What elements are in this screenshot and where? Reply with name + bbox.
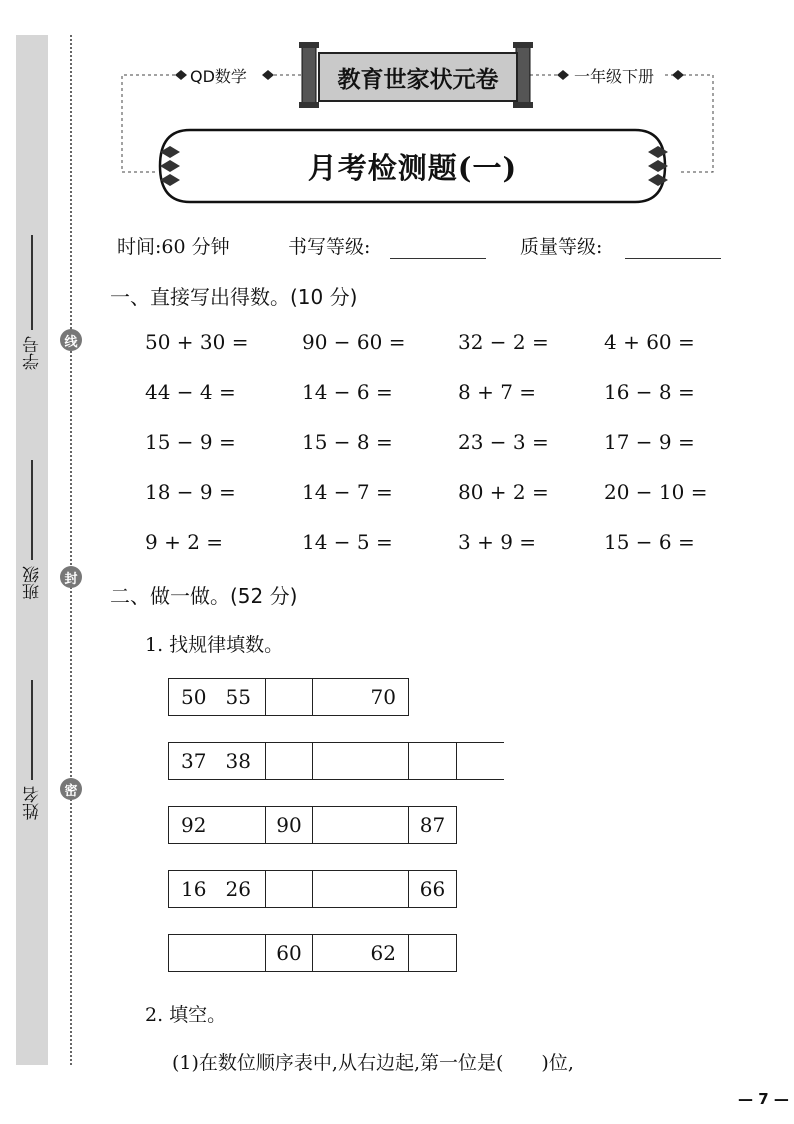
sequence-cell [168,678,266,716]
name-field [16,680,48,820]
sequence-blank-cell[interactable] [408,742,457,780]
equation: 15 − 9 = [145,430,236,454]
equation: 14 − 5 = [302,530,393,554]
cell-value: 62 [370,941,396,965]
quality-grade-label: 质量等级: [520,236,603,258]
cell-value: 92 [181,813,207,837]
subject-tag: QD数学 [190,67,247,86]
name-label: 姓名 [22,786,43,820]
equation: 50 + 30 = [145,330,249,354]
sequence-blank-cell[interactable] [265,742,313,780]
cell-value: 87 [419,813,446,837]
equation: 9 + 2 = [145,530,224,554]
cell-value: 50 55 [181,685,251,709]
sequence-blank-cell[interactable] [168,934,266,972]
cut-mark-mi: 密 [60,778,82,800]
sequence-cell [265,934,313,972]
class-label: 班级 [22,566,43,600]
sequence-cell [408,806,457,844]
equation: 15 − 6 = [604,530,695,554]
series-title: 教育世家状元卷 [318,52,518,102]
sequence-blank-cell[interactable] [312,870,409,908]
equation: 14 − 6 = [302,380,393,404]
cell-value: 37 38 [181,749,251,773]
sequence-cell [168,870,266,908]
equation: 14 − 7 = [302,480,393,504]
equation: 32 − 2 = [458,330,549,354]
sequence-blank-cell[interactable] [312,806,409,844]
sequence-blank-cell[interactable] [312,742,409,780]
sequence-blank-cell[interactable] [408,934,457,972]
exam-title: 月考检测题(一) [307,150,518,185]
sequence-blank-cell[interactable] [265,678,313,716]
quality-grade-blank[interactable] [625,238,721,259]
cell-value: 16 26 [181,877,251,901]
equation: 16 − 8 = [604,380,695,404]
class-field [16,460,48,600]
cut-mark-feng: 封 [60,566,82,588]
student-id-blank [31,235,33,330]
time-info: 时间:60 分钟 [117,236,230,258]
q2-title: 2. 填空。 [145,1004,227,1026]
sequence-cell [168,806,266,844]
sequence-cell [265,806,313,844]
cell-value: 90 [276,813,302,837]
equation: 80 + 2 = [458,480,549,504]
student-id-label: 学号 [22,336,43,370]
equation: 23 − 3 = [458,430,549,454]
cell-value: 60 [276,941,302,965]
equation: 18 − 9 = [145,480,236,504]
cell-value: 70 [370,685,396,709]
equation: 8 + 7 = [458,380,537,404]
sequence-blank-cell[interactable] [456,742,504,780]
equation: 15 − 8 = [302,430,393,454]
equation: 4 + 60 = [604,330,695,354]
q1-title: 1. 找规律填数。 [145,634,284,656]
cell-value: 66 [419,877,446,901]
page-number: — 7 — [738,1090,789,1108]
equation: 44 − 4 = [145,380,236,404]
name-blank [31,680,33,780]
section2-title: 二、做一做。(52 分) [110,584,298,608]
equation: 90 − 60 = [302,330,406,354]
equation: 17 − 9 = [604,430,695,454]
writing-grade-blank[interactable] [390,238,486,259]
q2-item-1: (1)在数位顺序表中,从右边起,第一位是( )位, [172,1052,574,1074]
grade-tag: 一年级下册 [574,67,655,86]
cut-mark-xian: 线 [60,329,82,351]
writing-grade-label: 书写等级: [288,236,371,258]
sequence-blank-cell[interactable] [265,870,313,908]
student-id-field [16,235,48,370]
sequence-cell [312,934,409,972]
equation: 20 − 10 = [604,480,708,504]
section1-title: 一、直接写出得数。(10 分) [110,285,358,309]
equation: 3 + 9 = [458,530,537,554]
sequence-cell [312,678,409,716]
sequence-cell [168,742,266,780]
class-blank [31,460,33,560]
sequence-cell [408,870,457,908]
